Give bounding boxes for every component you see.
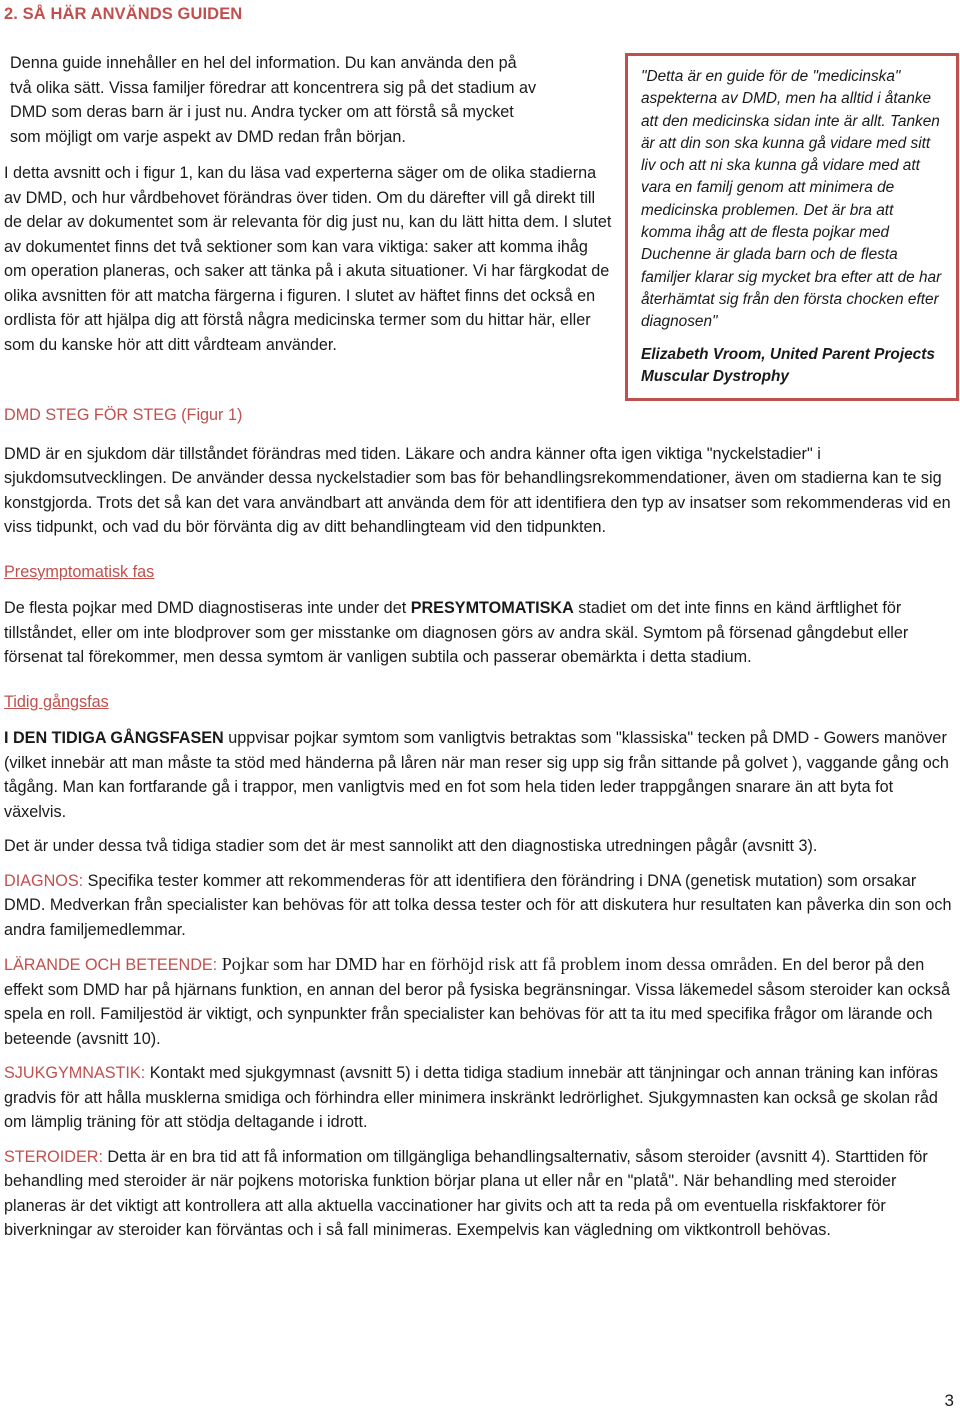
page-title: 2. SÅ HÄR ANVÄNDS GUIDEN xyxy=(4,5,243,23)
presymptomatic-paragraph xyxy=(4,596,954,670)
presym-text-end: stadiet om det inte finns en känd ärftlighet för tillståndet, eller om inte blodprover som ger misstanke om diagnosen görs av andra skäl. Symtom på försenad gångdebut eller försenat tal förekommer, men dessa symtom är vanligen subtila och passerar obemärkta i detta stadium. xyxy=(4,599,909,666)
page-number: 3 xyxy=(944,1391,954,1410)
presym-text-start: De flesta pojkar med DMD diagnostiseras inte under det xyxy=(4,599,411,617)
physio-text: Kontakt med sjukgymnast (avsnitt 5) i detta tidiga stadium innebär att tänjningar och annan träning kan införas gradvis för att hålla musklerna smidiga och förhindra eller minimera inskränkt ledrörlighet. Sjukgymnasten kan också ge skolan råd om lämplig träning för att stödja deltagande i idrott. xyxy=(4,1064,938,1131)
intro-paragraph-2: I detta avsnitt och i figur 1, kan du läsa vad experterna säger om de olika stadierna av DMD, och hur vårdbehovet förändras över tiden. Om du därefter vill gå direkt till de delar av dokumentet som är relevanta för dig just nu, kan du lätt hitta dem. I slutet av dokumentet finns det två sektioner som kan vara viktiga: saker att komma ihåg om operation planeras, och saker att tänka på i akuta situationer. Vi har färgkodat de olika avsnitten för att matcha färgerna i figuren. I slutet av häftet finns det också en ordlista för att hjälpa dig att förstå några medicinska termer som du hittar här, eller som du kanske hör att ditt vårdteam använder. xyxy=(4,164,612,354)
early-text: uppvisar pojkar symtom som vanligtvis betraktas som "klassiska" tecken på DMD - Gowers manöver (vilket innebär att man måste ta stöd med händerna på låren när man reser sig upp sig från sittande på golvet ), vaggande gång och tågång. Man kan fortfarande gå i trappor, men vanligtvis med en fot som hela tiden leder trappgången snarare än att byta fot växelvis. xyxy=(4,729,949,821)
early-bold-term: I DEN TIDIGA GÅNGSFASEN xyxy=(4,729,224,747)
intro-section xyxy=(4,51,612,369)
diagnos-paragraph xyxy=(4,869,954,943)
intro-line: som möjligt om varje aspekt av DMD redan från början. xyxy=(10,127,406,146)
diagnos-text: Specifika tester kommer att rekommenderas för att identifiera den förändring i DNA (genetisk mutation) som orsakar DMD. Medverkan från specialister kan behövas för att tolka dessa tester och för att diskutera hur resultaten kan påverka din son och andra familjemedlemmar. xyxy=(4,871,952,939)
learning-label: LÄRANDE OCH BETEENDE: xyxy=(4,956,218,974)
learning-behaviour-paragraph xyxy=(4,952,954,1051)
steroid-text: Detta är en bra tid att få information om tillgängliga behandlingsalternativ, såsom steroider (avsnitt 4). Starttiden för behandling med steroider är när pojkens motoriska funktion börjar plana ut eller når en "platå". När behandling med steroider planeras är det viktigt att kontrollera att alla aktuella vaccinationer har givits och att ta reda på om eventuella riskfaktorer för biverkningar av steroider kan förväntas och i så fall minimeras. Exempelvis kan vägledning om viktkontroll behövas. xyxy=(4,1147,928,1239)
intro-line: två olika sätt. Vissa familjer föredrar att koncentrera sig på det stadium av xyxy=(10,78,537,97)
quote-box xyxy=(625,53,959,401)
presym-bold-term: PRESYMTOMATISKA xyxy=(410,599,574,617)
steroids-paragraph xyxy=(4,1145,954,1243)
learning-text: . En del beror på den effekt som DMD har på hjärnans funktion, en annan del beror på fysiska begränsningar. Vissa läkemedel såsom steroider kan också spela en roll. Familjestöd är viktigt, och synpunkter från specialister kan behövas för att ta itu med specifika frågor om lärande och beteende (avsnitt 10). xyxy=(4,956,950,1048)
steroid-label: STEROIDER: xyxy=(4,1147,103,1166)
steps-paragraph: DMD är en sjukdom där tillståndet förändras med tiden. Läkare och andra känner ofta igen viktiga "nyckelstadier" i sjukdomsutvecklingen. De använder dessa nyckelstadier som bas för behandlingsrekommendationer, även om stadierna kan te sig konstgjorda. Trots det så kan det vara användbart att använda dem för att identifiera den typ av insatser som rekommenderas vid en viss tidpunkt, och vad du bör förvänta dig av ditt behandlingteam vid den tidpunkten. xyxy=(4,444,951,536)
steps-heading: DMD STEG FÖR STEG (Figur 1) xyxy=(4,406,243,424)
physio-label: SJUKGYMNASTIK: xyxy=(4,1064,146,1082)
intro-paragraph-1 xyxy=(4,51,612,149)
early-ambulatory-paragraph xyxy=(4,726,954,824)
quote-attribution: Elizabeth Vroom, United Parent Projects Muscular Dystrophy xyxy=(641,345,935,385)
intro-line: Denna guide innehåller en hel del information. Du kan använda den på xyxy=(10,54,517,72)
presymptomatic-heading: Presymptomatisk fas xyxy=(4,562,155,581)
early-ambulatory-heading: Tidig gångsfas xyxy=(4,692,109,711)
main-content xyxy=(4,403,954,1253)
intro-line: DMD som deras barn är i just nu. Andra tycker om att förstå så mycket xyxy=(10,103,514,121)
physiotherapy-paragraph xyxy=(4,1061,954,1135)
diagnostic-timing-paragraph: Det är under dessa två tidiga stadier som det är mest sannolikt att den diagnostiska utredningen pågår (avsnitt 3). xyxy=(4,837,818,855)
diagnos-label: DIAGNOS: xyxy=(4,871,84,890)
quote-text: "Detta är en guide för de "medicinska" aspekterna av DMD, men ha alltid i åtanke att den medicinska sidan inte är allt. Tanken är att din son ska kunna gå vidare med sitt liv och att ni ska kunna gå vidare med att vara en familj genom att minimera de medicinska problemen. Det är bra att komma ihåg att de flesta pojkar med Duchenne är glada barn och de flesta familjer klarar sig mycket bra efter att de har återhämtat sig från den första chocken efter diagnosen" xyxy=(641,68,942,331)
learning-serif-text: Pojkar som har DMD har en förhöjd risk att få problem inom dessa områden xyxy=(217,954,774,974)
